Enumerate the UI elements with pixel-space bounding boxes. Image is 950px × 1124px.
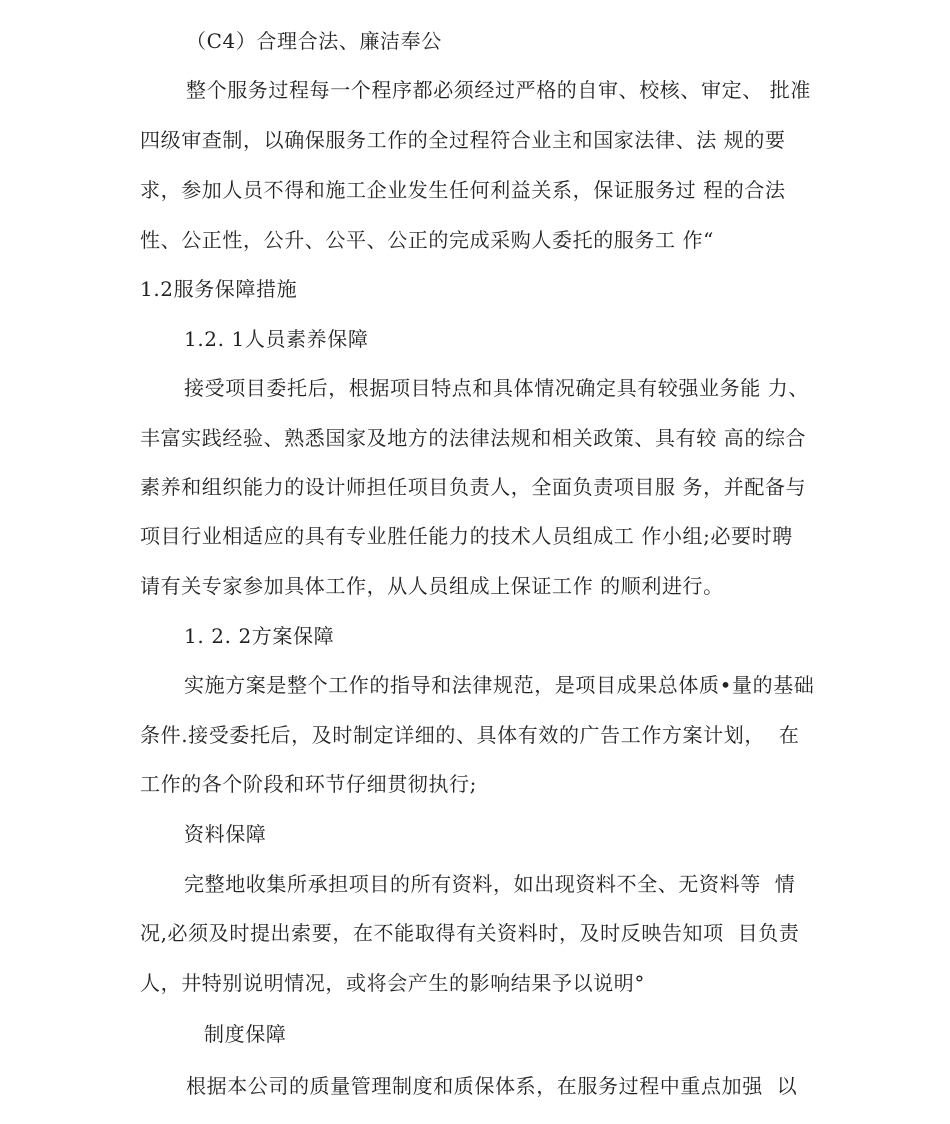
paragraph-line: 丰富实践经验、熟悉国家及地方的法律法规和相关政策、具有较 高的综合 — [140, 426, 807, 450]
section-1-2-1-title: 1.2. 1人员素养保障 — [184, 327, 369, 351]
paragraph-line: 四级审查制，以确保服务工作的全过程符合业主和国家法律、法 规的要 — [140, 128, 786, 152]
section-1-2-title: 1.2服务保障措施 — [140, 277, 298, 301]
paragraph-line: 请有关专家参加具体工作，从人员组成上保证工作 的顺利进行。 — [140, 574, 724, 598]
paragraph-line: 性、公正性，公升、公平、公正的完成采购人委托的服务工 作“ — [140, 228, 714, 252]
paragraph-line: 素养和组织能力的设计师担任项目负责人，全面负责项目服 务，并配备与 — [140, 475, 807, 499]
paragraph-line: 求，参加人员不得和施工企业发生任何利益关系，保证服务过 程的合法 — [140, 178, 786, 202]
paragraph-line: 条件.接受委托后，及时制定详细的、具体有效的广告工作方案计划， 在 — [140, 723, 800, 747]
paragraph-line: 根据本公司的质量管理制度和质保体系，在服务过程中重点加强 以 — [186, 1074, 798, 1098]
paragraph-line: 人，井特别说明情况，或将会产生的影响结果予以说明° — [140, 971, 645, 995]
section-1-2-2-title: 1. 2. 2方案保障 — [184, 624, 335, 648]
paragraph-line: 整个服务过程每一个程序都必须经过严格的自审、校核、审定、 批准 — [186, 78, 811, 102]
paragraph-line: 接受项目委托后，根据项目特点和具体情况确定具有较强业务能 力、 — [184, 376, 809, 400]
section-system-title: 制度保障 — [204, 1022, 287, 1046]
paragraph-line: 项目行业相适应的具有专业胜任能力的技术人员组成工 作小组;必要时聘 — [140, 524, 793, 548]
section-c4-title: （C4）合理合法、廉洁奉公 — [186, 29, 442, 53]
paragraph-line: 完整地收集所承担项目的所有资料，如出现资料不全、无资料等 情 — [184, 872, 796, 896]
paragraph-line: 工作的各个阶段和环节仔细贯彻执行; — [140, 772, 477, 796]
section-materials-title: 资料保障 — [184, 822, 267, 846]
paragraph-line: 况,必须及时提出索要，在不能取得有关资料时，及时反映告知项 目负责 — [140, 921, 800, 945]
paragraph-line: 实施方案是整个工作的指导和法律规范，是项目成果总体质•量的基础 — [184, 673, 815, 697]
